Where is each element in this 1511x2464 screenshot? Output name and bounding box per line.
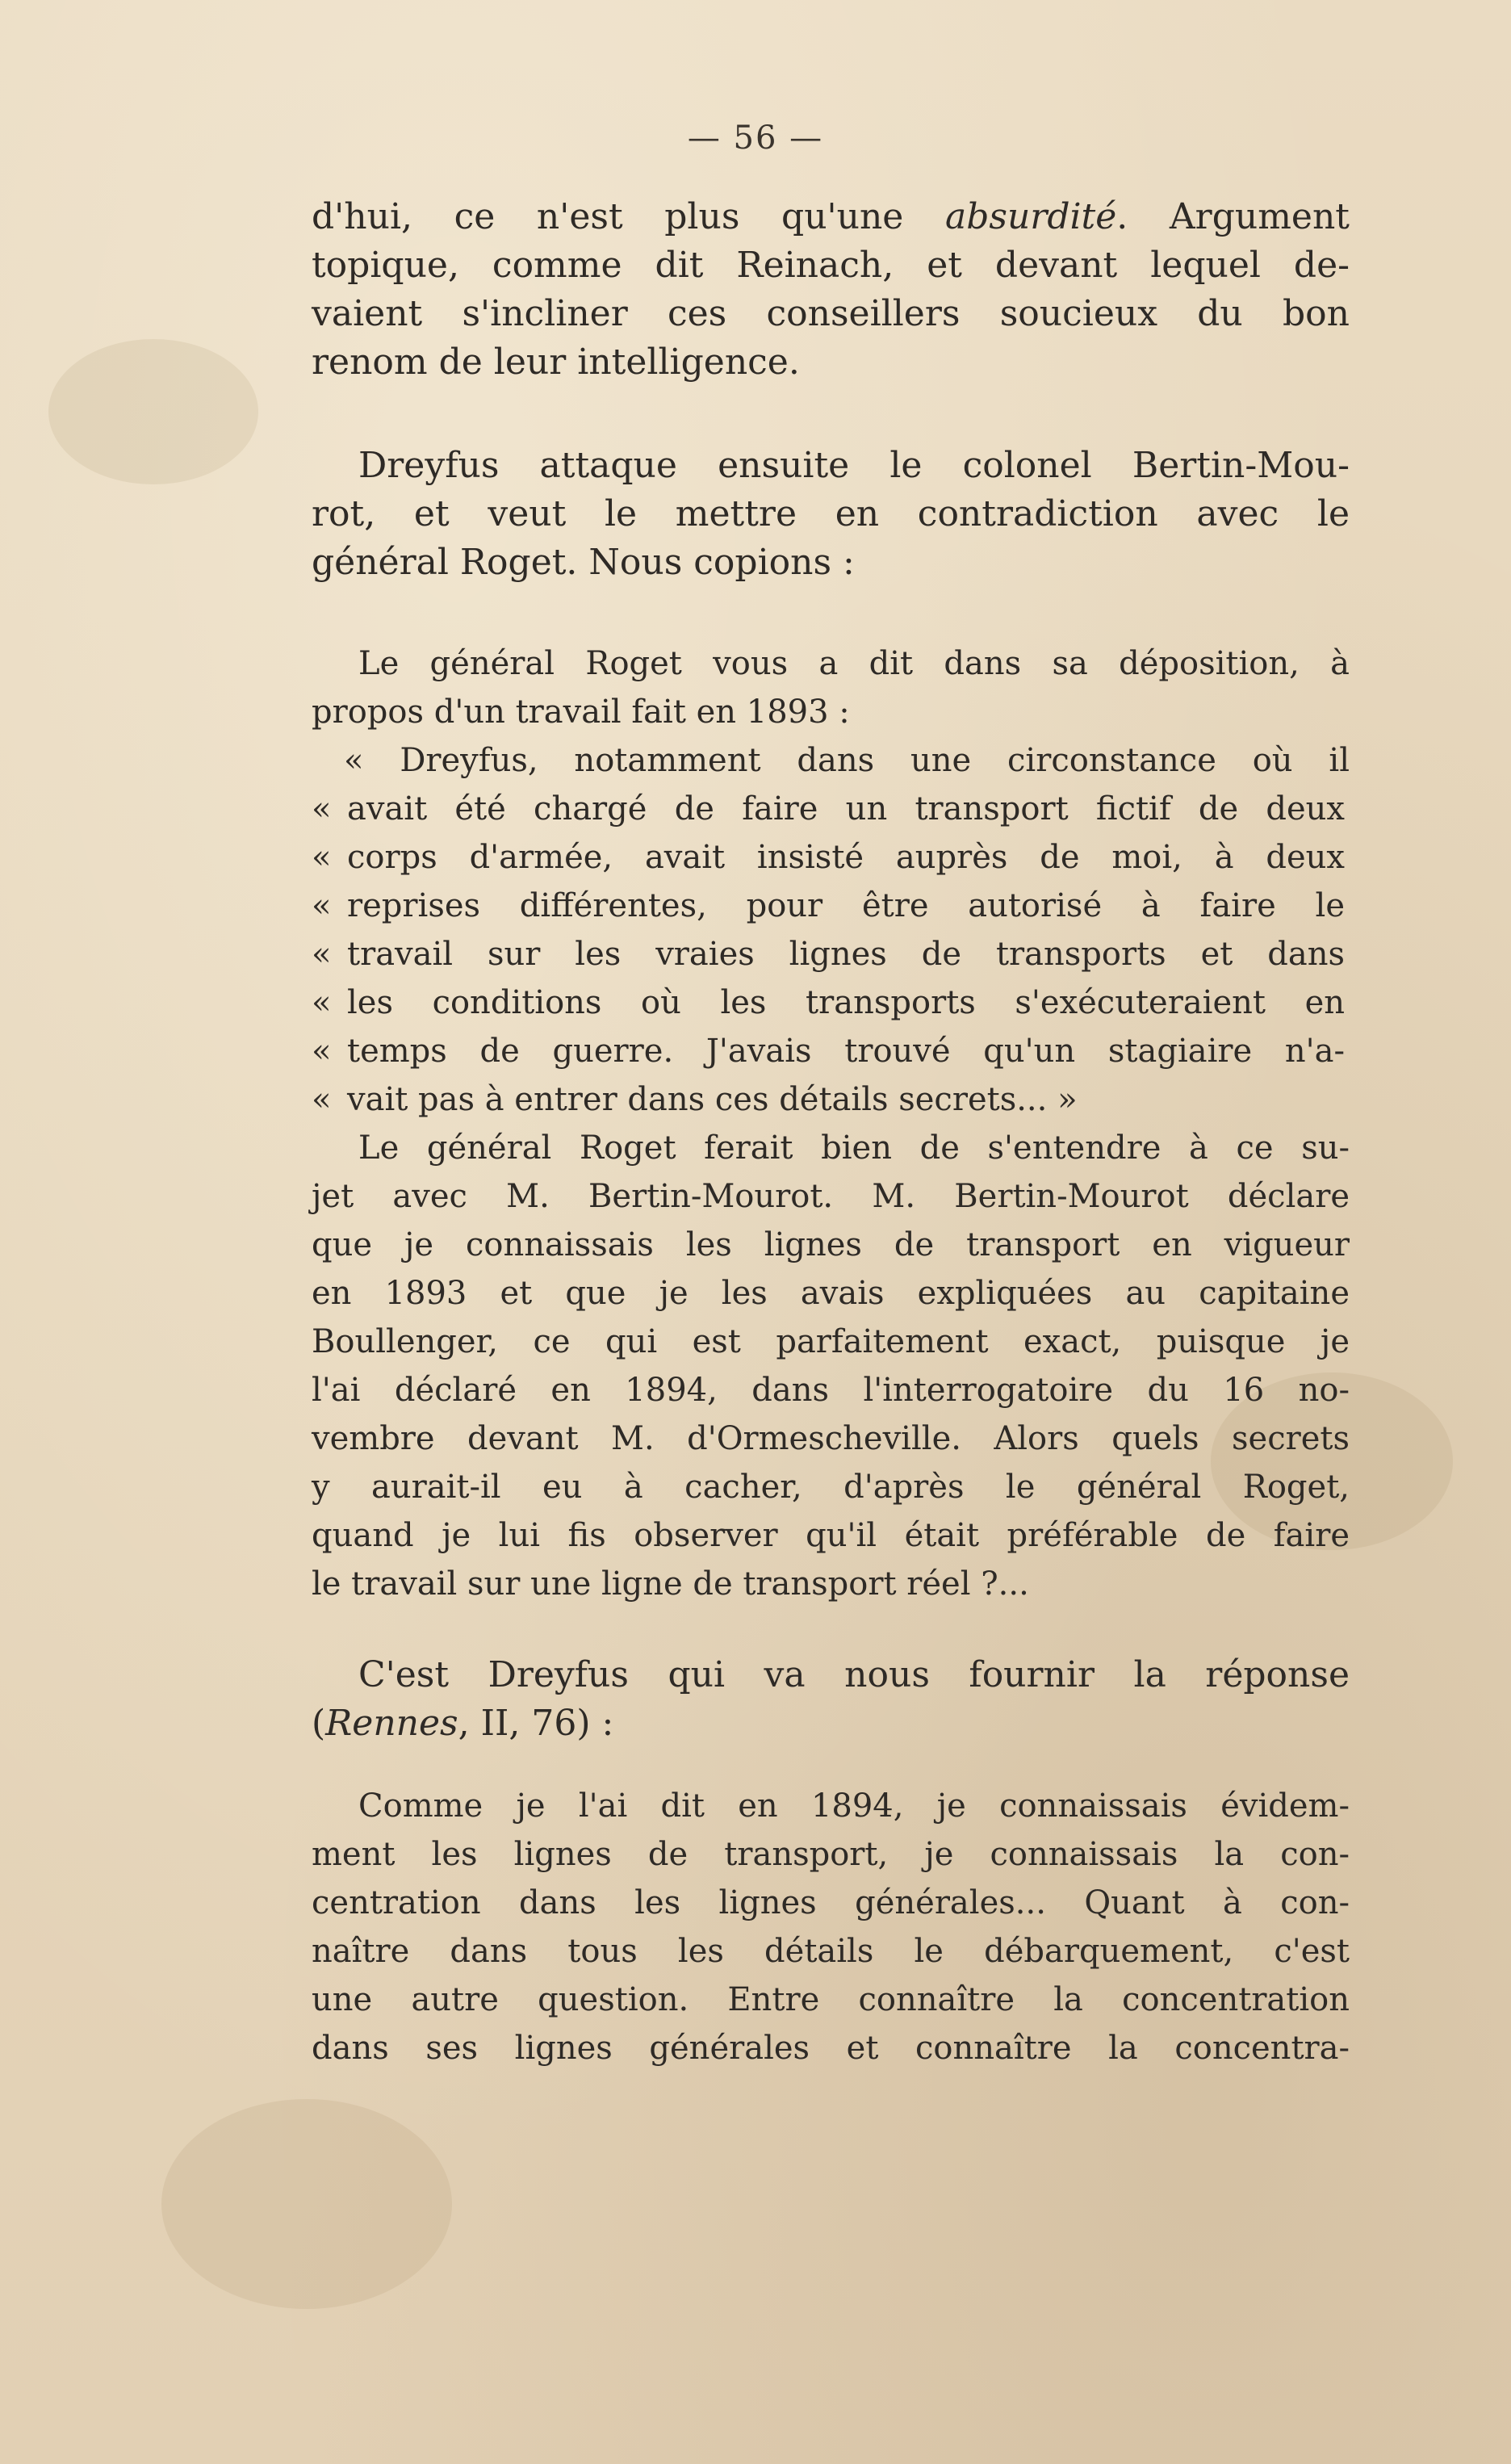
quotation-1 xyxy=(312,639,1350,1608)
text-line: rot, et veut le mettre en contradiction avec le xyxy=(312,493,1350,534)
text-line: Le général Roget ferait bien de s'entendre à ce su- xyxy=(358,1129,1350,1167)
quoted-line: « travail sur les vraies lignes de transports et dans xyxy=(312,930,1350,978)
text-line: vembre devant M. d'Ormescheville. Alors quels secrets xyxy=(312,1420,1350,1457)
text-line: C'est Dreyfus qui va nous fournir la réponse xyxy=(358,1654,1350,1695)
text-line: topique, comme dit Reinach, et devant lequel de- xyxy=(312,245,1350,286)
text-line: dans ses lignes générales et connaître la concentra- xyxy=(312,2030,1350,2067)
guillemet: « xyxy=(312,936,332,973)
quoted-line: « temps de guerre. J'avais trouvé qu'un stagiaire n'a- xyxy=(312,1027,1350,1075)
text-line: jet avec M. Bertin-Mourot. M. Bertin-Mourot déclare xyxy=(312,1178,1350,1215)
guillemet: « xyxy=(312,887,332,924)
text-line: vaient s'incliner ces conseillers soucieux du bon xyxy=(312,293,1350,334)
text-line: y aurait-il eu à cacher, d'après le général Roget, xyxy=(312,1469,1350,1506)
text-line: le travail sur une ligne de transport réel ?... xyxy=(312,1565,1029,1603)
text-line: l'ai déclaré en 1894, dans l'interrogatoire du 16 no- xyxy=(312,1372,1350,1409)
emphasis: absurdité xyxy=(944,196,1117,237)
guillemet: « xyxy=(312,1081,332,1118)
quotation-2 xyxy=(312,1782,1350,2072)
paragraph-1 xyxy=(312,193,1350,387)
paragraph-2 xyxy=(312,442,1350,587)
quoted-line: « les conditions où les transports s'exécuteraient en xyxy=(312,978,1350,1027)
text-line: centration dans les lignes générales... Quant à con- xyxy=(312,1884,1350,1921)
guillemet: « xyxy=(312,984,332,1021)
quoted-line: « reprises différentes, pour être autorisé à faire le xyxy=(312,882,1350,930)
guillemet: « xyxy=(312,1033,332,1070)
text-line: Comme je l'ai dit en 1894, je connaissais évidem- xyxy=(358,1787,1350,1825)
text-line: quand je lui fis observer qu'il était préférable de faire xyxy=(312,1517,1350,1554)
paragraph-3 xyxy=(312,1651,1350,1748)
guillemet: « xyxy=(312,790,332,828)
text-line: une autre question. Entre connaître la concentration xyxy=(312,1981,1350,2018)
text-line: que je connaissais les lignes de transport en vigueur xyxy=(312,1226,1350,1263)
text-line: Boullenger, ce qui est parfaitement exact, puisque je xyxy=(312,1323,1350,1360)
quoted-line: « vait pas à entrer dans ces détails secrets... » xyxy=(312,1075,1350,1124)
text-line: (Rennes, II, 76) : xyxy=(312,1703,614,1744)
quoted-line: « avait été chargé de faire un transport fictif de deux xyxy=(312,785,1350,833)
text-line: d'hui, ce n'est plus qu'une absurdité. Argument xyxy=(312,196,1350,237)
text-line: ment les lignes de transport, je connaissais la con- xyxy=(312,1836,1350,1873)
text-line: Le général Roget vous a dit dans sa déposition, à xyxy=(358,645,1350,682)
text-line: naître dans tous les détails le débarquement, c'est xyxy=(312,1933,1350,1970)
paper-stain xyxy=(161,2099,452,2309)
text-line: Dreyfus attaque ensuite le colonel Bertin-Mou- xyxy=(358,445,1350,486)
emphasis: Rennes xyxy=(325,1703,458,1744)
text-line: renom de leur intelligence. xyxy=(312,342,800,383)
guillemet: « xyxy=(312,839,332,876)
text-line: général Roget. Nous copions : xyxy=(312,542,855,583)
text-line: « Dreyfus, notamment dans une circonstance où il xyxy=(344,742,1350,779)
quoted-line: « corps d'armée, avait insisté auprès de moi, à deux xyxy=(312,833,1350,882)
text-line: en 1893 et que je les avais expliquées au capitaine xyxy=(312,1275,1350,1312)
paper-stain xyxy=(48,339,258,484)
page-number: — 56 — xyxy=(687,119,824,157)
text-line: propos d'un travail fait en 1893 : xyxy=(312,694,850,731)
